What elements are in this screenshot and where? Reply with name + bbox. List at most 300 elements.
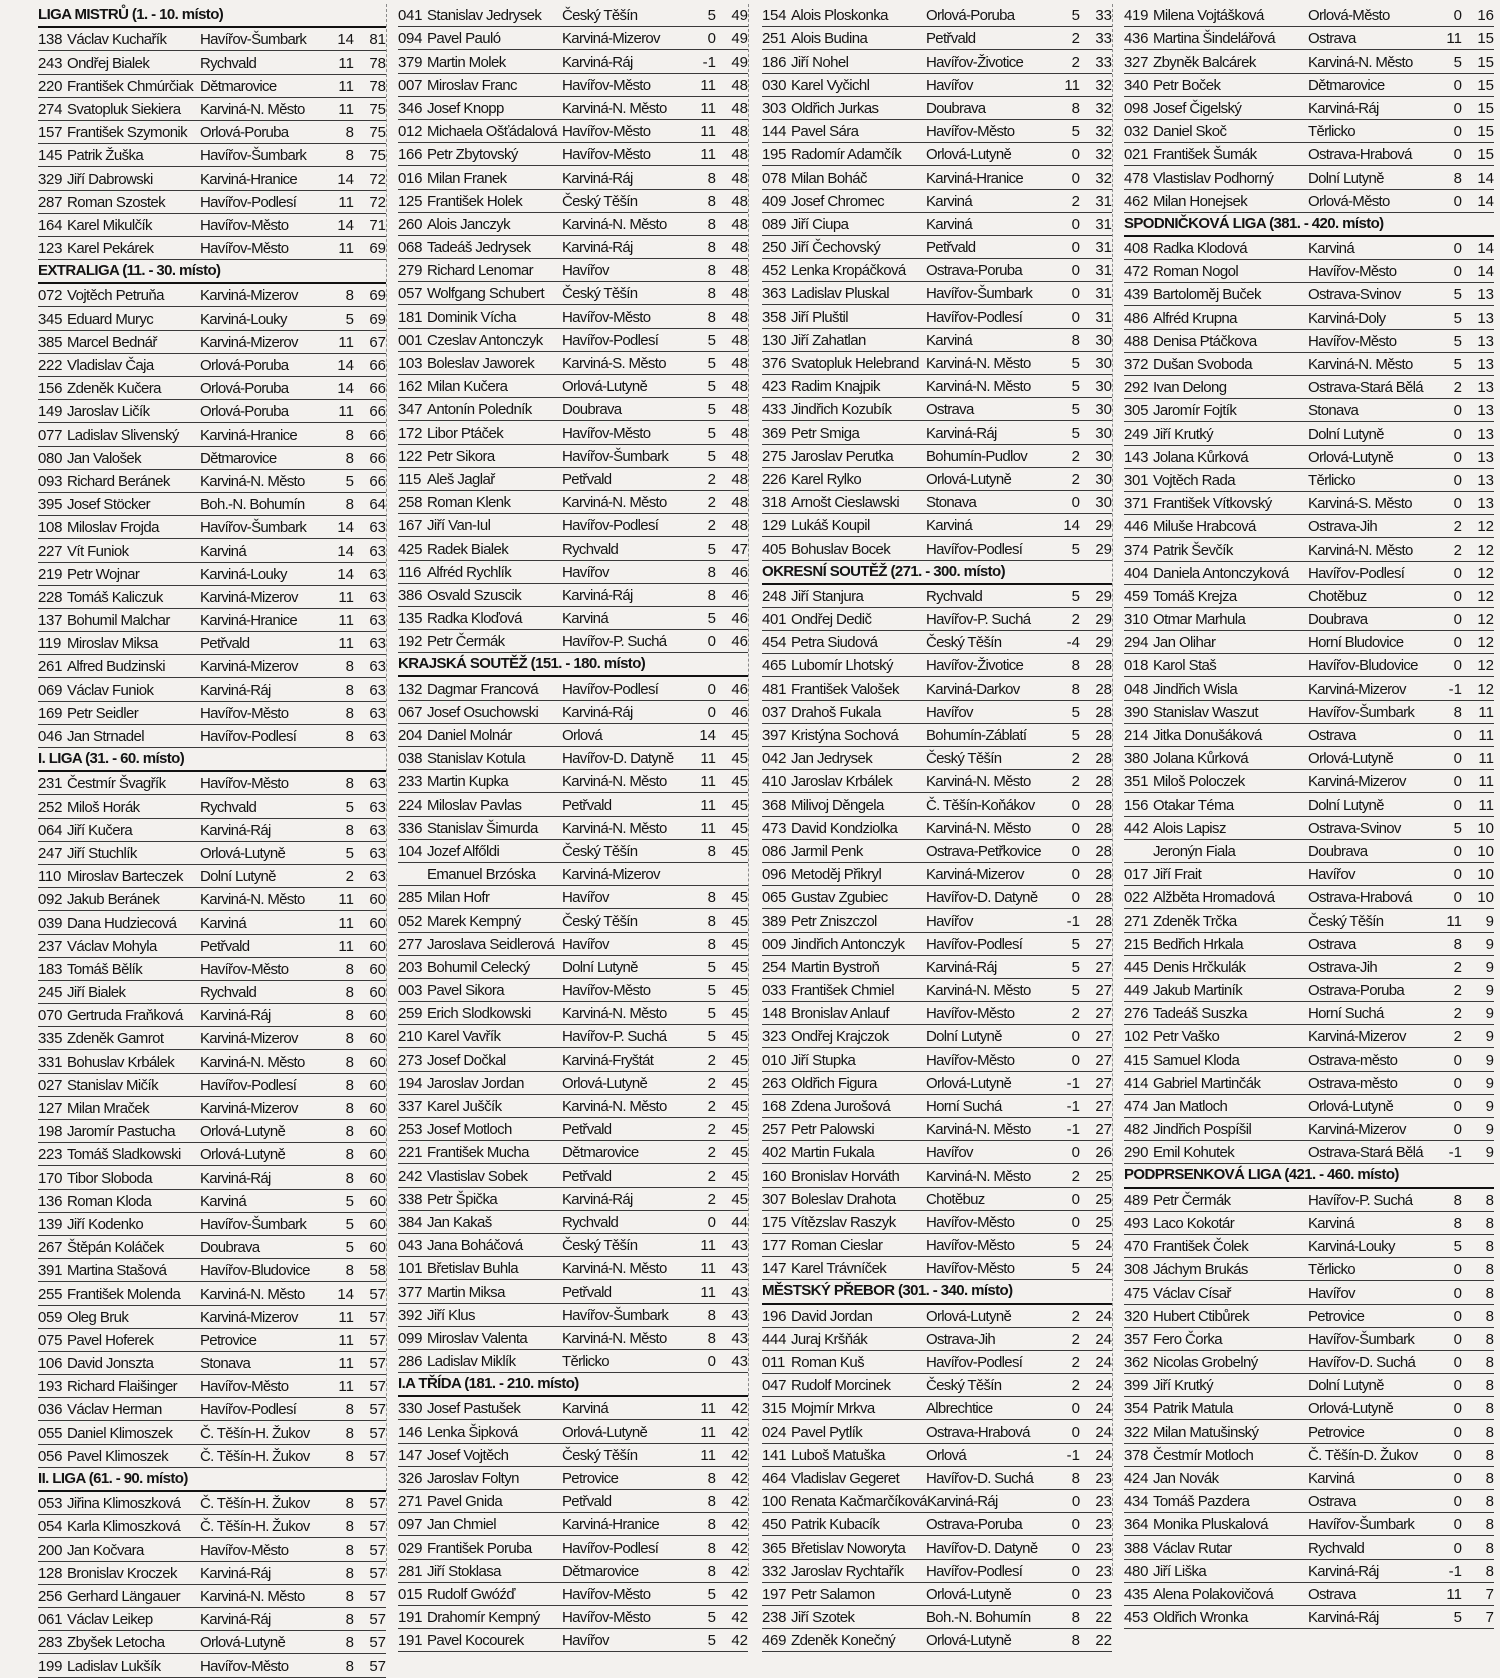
player-number: 135	[398, 610, 423, 628]
player-name: František Valošek	[791, 680, 899, 698]
total-points: 45	[731, 819, 748, 837]
player-name: Petr Čermák	[1153, 1191, 1231, 1209]
player-town: Rychvald	[200, 984, 257, 1002]
total-points: 48	[731, 76, 748, 94]
total-points: 29	[1095, 587, 1112, 605]
player-town: Č. Těšín-D. Žukov	[1308, 1446, 1418, 1464]
total-points: 57	[369, 1378, 386, 1396]
player-number: 305	[1124, 402, 1149, 420]
round-points: 2	[707, 1098, 716, 1115]
total-points: 22	[1095, 1609, 1112, 1627]
total-points: 11	[1478, 796, 1494, 814]
player-town: Č. Těšín-H. Žukov	[200, 1424, 310, 1442]
round-points: 5	[1453, 1609, 1462, 1627]
player-name: Jan Kakaš	[427, 1213, 492, 1231]
total-points: 12	[1477, 657, 1494, 675]
player-number: 181	[398, 308, 423, 326]
total-points: 48	[731, 215, 748, 233]
player-number: 446	[1124, 518, 1149, 536]
player-town: Rychvald	[562, 540, 619, 558]
round-points: 11	[700, 1237, 716, 1255]
round-points: 0	[1453, 564, 1462, 582]
player-number: 054	[38, 1518, 63, 1536]
total-points: 46	[731, 610, 748, 628]
player-name: Jiří Frait	[1153, 866, 1202, 884]
player-town: Karviná-Ráj	[200, 821, 271, 839]
total-points: 57	[369, 1518, 386, 1536]
player-town: Doubrava	[200, 1239, 260, 1257]
total-points: 14	[1477, 192, 1494, 210]
player-town: Ostrava	[1308, 1585, 1356, 1603]
player-name: Alfréd Rychlík	[427, 563, 512, 581]
player-town: Havířov	[562, 889, 609, 907]
player-name: František Chmiel	[791, 982, 894, 1000]
player-number: 222	[38, 357, 63, 374]
total-points: 30	[1095, 355, 1112, 372]
total-points: 45	[731, 1190, 748, 1208]
player-row	[762, 770, 1112, 793]
player-number: 143	[1124, 448, 1149, 466]
player-name: Vojtěch Petruňa	[67, 287, 164, 305]
player-row	[1124, 562, 1494, 585]
player-row	[38, 795, 386, 818]
player-town: Dolní Lutyně	[1308, 169, 1384, 187]
player-town: Ostrava-Hrabová	[1308, 146, 1412, 164]
player-town: Český Těšín	[562, 912, 638, 930]
round-points: 5	[707, 1632, 716, 1650]
round-points: 2	[1453, 518, 1462, 536]
player-number: 252	[38, 798, 63, 816]
player-row	[398, 1025, 748, 1048]
player-row	[762, 1560, 1112, 1583]
player-number: 336	[398, 819, 423, 837]
total-points: 31	[1095, 215, 1112, 233]
player-row	[398, 50, 748, 73]
player-name: Jindřich Antonczyk	[791, 935, 905, 953]
total-points: 13	[1477, 402, 1494, 420]
player-number: 024	[762, 1423, 787, 1441]
player-name: Alfred Budzinski	[67, 658, 165, 676]
round-points: 8	[1453, 1214, 1462, 1232]
player-row	[398, 329, 748, 352]
player-row	[1124, 120, 1494, 143]
player-name: Jiří Krutký	[1153, 425, 1214, 443]
round-points: 2	[1071, 1354, 1080, 1372]
round-points: 8	[707, 262, 716, 280]
player-row	[398, 491, 748, 514]
round-points: 0	[1453, 889, 1462, 907]
round-points: 5	[345, 1192, 354, 1210]
player-town: Havířov-Město	[926, 1260, 1015, 1278]
total-points: 30	[1095, 331, 1112, 349]
player-number: 402	[762, 1144, 787, 1162]
player-name: Rudolf Morcinek	[791, 1377, 891, 1395]
player-name: David Jonszta	[67, 1355, 154, 1373]
round-points: 0	[1453, 1121, 1462, 1139]
player-number: 320	[1124, 1307, 1149, 1325]
total-points: 23	[1095, 1585, 1112, 1603]
player-town: Havířov-Šumbark	[562, 447, 669, 465]
player-name: Břetislav Noworyta	[791, 1539, 906, 1557]
player-number: 046	[38, 728, 63, 745]
round-points: 0	[1071, 494, 1080, 512]
player-name: Čestmír Motloch	[1153, 1446, 1254, 1464]
total-points: 33	[1095, 53, 1112, 71]
player-town: Karviná-Mizerov	[926, 866, 1024, 884]
round-points: 0	[1453, 1539, 1462, 1557]
player-town: Karviná-N. Město	[1308, 541, 1413, 559]
round-points: 0	[707, 633, 716, 651]
round-points: 2	[707, 1074, 716, 1092]
total-points: 48	[731, 378, 748, 396]
player-town: Havířov-Podlesí	[926, 308, 1023, 326]
player-number: 116	[398, 563, 422, 581]
round-points: 8	[1453, 703, 1462, 721]
player-name: Jan Strnadel	[67, 728, 145, 745]
total-points: 48	[731, 285, 748, 303]
player-town: Havířov-P. Suchá	[562, 633, 667, 651]
player-row	[398, 979, 748, 1002]
total-points: 24	[1095, 1237, 1112, 1255]
player-number: 489	[1124, 1191, 1149, 1209]
total-points: 30	[1095, 401, 1112, 419]
player-name: Ladislav Miklík	[427, 1353, 516, 1371]
player-row	[762, 97, 1112, 120]
player-name: Lubomír Lhotský	[791, 657, 893, 675]
player-name: Jiří Dabrowski	[67, 170, 153, 188]
round-points: 8	[707, 586, 716, 604]
total-points: 72	[369, 170, 386, 188]
player-town: Karviná-N. Město	[200, 100, 305, 118]
player-name: Jindřich Kozubík	[791, 401, 892, 419]
player-row	[762, 1397, 1112, 1420]
player-town: Havířov	[562, 563, 609, 581]
round-points: 8	[345, 704, 354, 722]
player-town: Petrovice	[1308, 1423, 1365, 1441]
round-points: 2	[1453, 379, 1462, 397]
total-points: 8	[1485, 1493, 1494, 1511]
player-town: Karviná-N. Město	[926, 982, 1031, 1000]
player-town: Dětmarovice	[562, 1144, 639, 1162]
player-town: Havířov-Město	[562, 76, 651, 94]
player-row	[762, 1141, 1112, 1164]
round-points: 5	[1071, 401, 1080, 419]
league-header: OKRESNÍ SOUTĚŽ (271. - 300. místo)	[762, 561, 1112, 585]
player-number: 042	[762, 750, 787, 768]
total-points: 9	[1485, 912, 1494, 930]
round-points: 5	[707, 540, 716, 558]
round-points: 8	[707, 192, 716, 210]
total-points: 45	[731, 750, 748, 768]
player-row	[762, 1629, 1112, 1652]
round-points: 11	[700, 1283, 716, 1301]
player-number: 285	[398, 889, 423, 907]
total-points: 42	[731, 1516, 748, 1534]
player-name: Karol Staš	[1153, 657, 1217, 675]
player-town: Karviná-Mizerov	[562, 866, 660, 884]
total-points: 48	[731, 355, 748, 372]
total-points: 48	[731, 192, 748, 210]
player-number: 032	[1124, 123, 1149, 141]
round-points: 5	[1071, 378, 1080, 396]
player-town: Karviná-Ráj	[200, 1007, 271, 1025]
player-row	[762, 677, 1112, 700]
player-town: Orlová-Lutyně	[926, 146, 1012, 164]
round-points: 8	[345, 775, 354, 793]
player-name: Zbyšek Letocha	[67, 1634, 165, 1652]
player-town: Ostrava-Jih	[926, 1330, 995, 1348]
player-name: Patrik Kubacík	[791, 1516, 880, 1534]
standings-column	[762, 4, 1113, 1650]
player-row	[1124, 190, 1494, 213]
round-points: 8	[707, 1516, 716, 1534]
total-points: 63	[369, 612, 386, 630]
player-row	[1124, 446, 1494, 469]
player-name: Josef Dočkal	[427, 1051, 506, 1069]
player-number: 399	[1124, 1377, 1149, 1395]
round-points: 11	[700, 1446, 716, 1464]
player-number: 473	[762, 819, 787, 837]
player-row	[398, 1188, 748, 1211]
player-number: 198	[38, 1123, 63, 1141]
player-number: 326	[398, 1470, 423, 1487]
total-points: 57	[369, 1355, 386, 1373]
player-row	[1124, 50, 1494, 73]
player-town: Č. Těšín-H. Žukov	[200, 1447, 310, 1465]
player-name: Vlastislav Podhorný	[1153, 169, 1274, 187]
player-row	[398, 97, 748, 120]
player-town: Petřvald	[562, 1167, 612, 1185]
total-points: 60	[369, 984, 386, 1002]
player-number: 219	[38, 565, 63, 583]
total-points: 43	[731, 1260, 748, 1278]
total-points: 48	[731, 331, 748, 349]
total-points: 10	[1477, 819, 1494, 837]
player-name: Roman Nogol	[1153, 263, 1239, 281]
total-points: 42	[731, 1493, 748, 1511]
total-points: 57	[369, 1401, 386, 1419]
player-name: Karel Vavřík	[427, 1028, 501, 1046]
player-town: Chotěbuz	[926, 1190, 985, 1208]
player-number: 033	[762, 982, 787, 1000]
player-name: Czeslav Antonczyk	[427, 331, 543, 349]
player-name: Jakub Beránek	[67, 891, 160, 909]
player-name: Stanislav Kotula	[427, 750, 525, 768]
player-number: 253	[398, 1121, 423, 1139]
player-row	[398, 1304, 748, 1327]
player-number: 303	[762, 99, 787, 117]
player-town: Ostrava-Petřkovice	[926, 842, 1041, 860]
player-number: 423	[762, 378, 787, 396]
player-town: Orlová-Lutyně	[200, 1123, 286, 1141]
round-points: 8	[707, 169, 716, 187]
player-name: Petr Boček	[1153, 76, 1221, 94]
player-row	[1124, 1374, 1494, 1397]
player-name: Tadeáš Jedrysek	[427, 239, 531, 257]
player-town: Dolní Lutyně	[1308, 425, 1384, 443]
round-points: 5	[707, 424, 716, 442]
player-number: 148	[762, 1005, 787, 1023]
total-points: 30	[1095, 447, 1112, 465]
player-town: Karviná-Mizerov	[1308, 1121, 1406, 1139]
player-name: Pavel Klimoszek	[67, 1447, 169, 1465]
player-name: Jiří Ciupa	[791, 215, 849, 233]
total-points: 14	[1477, 263, 1494, 281]
total-points: 30	[1095, 494, 1112, 512]
player-row	[1124, 27, 1494, 50]
total-points: 48	[731, 447, 748, 465]
total-points: 63	[369, 542, 386, 560]
player-town: Ostrava-město	[1308, 1074, 1398, 1092]
total-points: 42	[731, 1632, 748, 1650]
total-points: 9	[1485, 1074, 1494, 1092]
total-points: 8	[1485, 1191, 1494, 1209]
total-points: 8	[1485, 1330, 1494, 1348]
player-row	[38, 609, 386, 632]
player-row	[1124, 747, 1494, 770]
player-row	[762, 1606, 1112, 1629]
player-town: Orlová-Poruba	[926, 7, 1015, 25]
total-points: 57	[369, 1308, 386, 1326]
player-row	[398, 840, 748, 863]
total-points: 13	[1477, 332, 1494, 350]
round-points: 0	[1453, 1051, 1462, 1069]
player-number: 307	[762, 1190, 787, 1208]
round-points: 5	[707, 1585, 716, 1603]
player-town: Havířov-Město	[562, 1609, 651, 1627]
player-row	[38, 1166, 386, 1189]
player-number: 346	[398, 99, 423, 117]
player-town: Karviná	[200, 1192, 246, 1210]
player-row	[1124, 979, 1494, 1002]
total-points: 7	[1485, 1585, 1494, 1603]
round-points: 5	[345, 798, 354, 816]
player-row	[1124, 1048, 1494, 1071]
total-points: 10	[1477, 866, 1494, 884]
total-points: 46	[731, 680, 748, 698]
player-row	[38, 423, 386, 446]
player-town: Karviná	[926, 215, 972, 233]
player-name: Roman Cieslar	[791, 1237, 883, 1255]
round-points: 0	[1453, 192, 1462, 210]
total-points: 12	[1477, 587, 1494, 605]
player-row	[398, 1327, 748, 1350]
player-town: Havířov-Podlesí	[562, 331, 659, 349]
total-points: 8	[1485, 1539, 1494, 1557]
player-name: Ivan Delong	[1153, 379, 1227, 397]
player-name: Osvald Szuscik	[427, 586, 522, 604]
player-name: Tomáš Bělík	[67, 960, 143, 978]
player-name: Jakub Martiník	[1153, 982, 1243, 1000]
round-points: 8	[707, 308, 716, 326]
player-row	[398, 120, 748, 143]
player-name: Jiří Nohel	[791, 53, 849, 71]
player-town: Horní Bludovice	[1308, 634, 1404, 652]
player-name: Juraj Kršňák	[791, 1330, 868, 1348]
player-town: Petřvald	[562, 796, 612, 814]
round-points: 11	[338, 193, 354, 211]
player-row	[762, 1234, 1112, 1257]
round-points: 2	[1071, 1330, 1080, 1348]
player-town: Havířov-Město	[200, 960, 289, 978]
total-points: 31	[1095, 285, 1112, 303]
player-name: Štěpán Koláček	[67, 1239, 164, 1257]
player-name: Václav Mohyla	[67, 937, 157, 955]
player-row	[1124, 793, 1494, 816]
player-town: Doubrava	[926, 99, 986, 117]
player-number: 029	[398, 1539, 423, 1557]
player-row	[762, 747, 1112, 770]
total-points: 47	[731, 540, 748, 558]
player-name: Petr Salamon	[791, 1585, 875, 1603]
round-points: 0	[1071, 215, 1080, 233]
player-name: Miloš Poloczek	[1153, 773, 1245, 791]
player-name: Jiří Bialek	[67, 984, 126, 1002]
player-number: 162	[398, 378, 423, 396]
player-name: Arnošt Cieslawski	[791, 494, 900, 512]
player-town: Ostrava-město	[1308, 1051, 1398, 1069]
round-points: 11	[338, 1378, 354, 1396]
total-points: 8	[1485, 1284, 1494, 1302]
round-points: 5	[1071, 1237, 1080, 1255]
player-name: Radek Bialek	[427, 540, 509, 558]
player-number: 276	[1124, 1005, 1149, 1023]
player-name: Jiří Kodenko	[67, 1215, 144, 1233]
total-points: 57	[369, 1447, 386, 1465]
player-town: Havířov-Město	[200, 216, 289, 234]
player-name: Laco Kokotár	[1153, 1214, 1235, 1232]
player-number: 385	[38, 333, 63, 351]
player-number: 183	[38, 960, 63, 978]
total-points: 78	[369, 77, 386, 95]
player-number: 338	[398, 1190, 423, 1208]
player-town: Karviná-Hranice	[200, 612, 298, 630]
player-row	[398, 236, 748, 259]
player-town: Horní Suchá	[926, 1098, 1002, 1115]
player-name: Karel Juščík	[427, 1098, 502, 1115]
round-points: 11	[338, 240, 354, 258]
player-number: 354	[1124, 1400, 1149, 1418]
player-name: Martina Šindelářová	[1153, 30, 1276, 48]
player-row	[38, 981, 386, 1004]
player-row	[762, 537, 1112, 560]
player-row	[1124, 1025, 1494, 1048]
player-name: Gertruda Fraňková	[67, 1007, 183, 1025]
total-points: 45	[731, 842, 748, 860]
player-number: 452	[762, 262, 787, 280]
player-number: 196	[762, 1307, 787, 1325]
player-town: Boh.-N. Bohumín	[926, 1609, 1031, 1627]
player-row	[1124, 1072, 1494, 1095]
total-points: 11	[1478, 750, 1494, 768]
total-points: 16	[1477, 7, 1494, 25]
round-points: 0	[1071, 285, 1080, 303]
round-points: 5	[707, 331, 716, 349]
player-number: 194	[398, 1074, 423, 1092]
player-row	[38, 237, 386, 260]
player-town: Havířov-Město	[926, 1237, 1015, 1255]
player-row	[38, 51, 386, 74]
total-points: 45	[731, 1028, 748, 1046]
total-points: 66	[369, 449, 386, 467]
player-town: Orlová-Poruba	[200, 403, 289, 421]
player-town: Havířov	[1308, 866, 1355, 884]
player-row	[1124, 654, 1494, 677]
player-name: Stanislav Jedrysek	[427, 7, 542, 25]
player-number: 101	[398, 1260, 423, 1278]
player-number: 256	[38, 1587, 63, 1605]
player-row	[398, 1583, 748, 1606]
